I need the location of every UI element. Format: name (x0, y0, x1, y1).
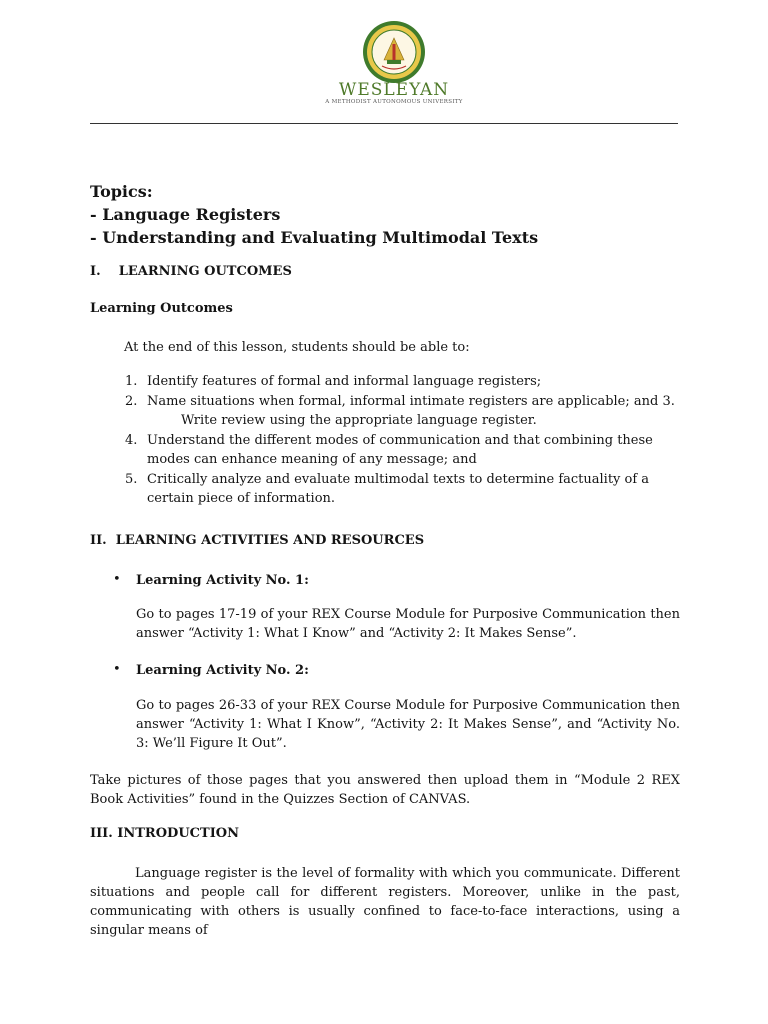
logo-wordmark: WESLEYAN (338, 80, 450, 100)
activity-title: Learning Activity No. 1: (136, 573, 309, 588)
activity-description: Go to pages 17-19 of your REX Course Module for Purposive Communication then answer “Activity 1: What I Know” and “Activity 2: It Makes Sense”. (136, 607, 680, 641)
section-heading-learning-activities: II. LEARNING ACTIVITIES AND RESOURCES (90, 533, 425, 548)
list-item: 2. Name situations when formal, informal intimate registers are applicable; and 3. Write review using the appropriate language register. (125, 394, 675, 428)
list-item: 4. Understand the different modes of communication and that combining these modes can enhance meaning of any message; and (125, 433, 653, 467)
list-item: 1. Identify features of formal and informal language registers; (125, 374, 542, 389)
topics-block (90, 180, 680, 249)
university-seal-icon (362, 20, 426, 84)
list-item: 5. Critically analyze and evaluate multimodal texts to determine factuality of a certain piece of information. (125, 472, 650, 506)
introduction-paragraph: Language register is the level of formality with which you communicate. Different situations and people call for different registers. Moreover, unlike in the past, communicating with others is usually confined to face-to-face interactions, using a singular means of (90, 866, 680, 938)
outcomes-intro: At the end of this lesson, students should be able to: (124, 340, 470, 355)
page-header (0, 0, 768, 125)
activities-closing-note: Take pictures of those pages that you answered then upload them in “Module 2 REX Book Activities” found in the Quizzes Section of CANVAS. (90, 773, 680, 807)
header-divider (90, 123, 678, 124)
section-heading-learning-outcomes: I. LEARNING OUTCOMES (90, 264, 292, 279)
logo-tagline: A METHODIST AUTONOMOUS UNIVERSITY (325, 99, 463, 105)
bullet-icon: • (113, 662, 121, 677)
topic-item: - Understanding and Evaluating Multimodal Texts (90, 228, 539, 247)
learning-outcomes-subheading: Learning Outcomes (90, 301, 233, 316)
activity-description: Go to pages 26-33 of your REX Course Module for Purposive Communication then answer “Activity 1: What I Know”, “Activity 2: It Makes Sense”, and “Activity No. 3: We’ll Figure It Out”. (136, 698, 680, 751)
activity-title: Learning Activity No. 2: (136, 663, 309, 678)
section-heading-introduction: III. INTRODUCTION (90, 826, 239, 841)
bullet-icon: • (113, 572, 121, 587)
topics-heading: Topics: (90, 182, 153, 201)
topic-item: - Language Registers (90, 205, 281, 224)
outcomes-list (90, 372, 680, 509)
